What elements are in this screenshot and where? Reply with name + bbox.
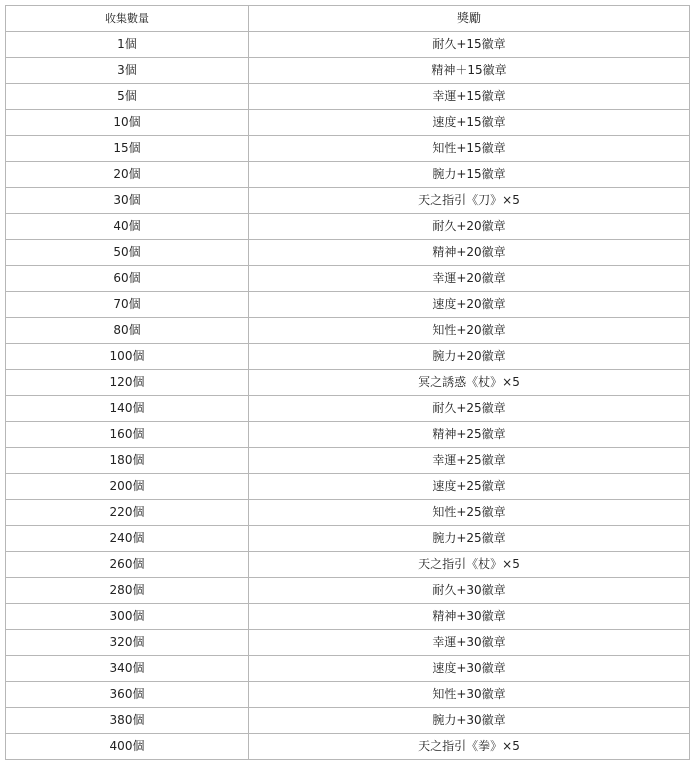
- collect-count-cell: 260個: [6, 552, 249, 578]
- reward-cell: 腕力+25徽章: [249, 526, 690, 552]
- header-collect-count: 收集數量: [6, 6, 249, 32]
- table-row: [6, 734, 690, 760]
- table-row: [6, 110, 690, 136]
- collect-count-cell: 100個: [6, 344, 249, 370]
- reward-cell: 知性+20徽章: [249, 318, 690, 344]
- collect-count-cell: 360個: [6, 682, 249, 708]
- reward-cell: 耐久+30徽章: [249, 578, 690, 604]
- collect-count-cell: 20個: [6, 162, 249, 188]
- reward-cell: 腕力+15徽章: [249, 162, 690, 188]
- collect-count-cell: 3個: [6, 58, 249, 84]
- collect-count-cell: 340個: [6, 656, 249, 682]
- table-header-row: [6, 6, 690, 32]
- table-row: [6, 448, 690, 474]
- reward-cell: 幸運+15徽章: [249, 84, 690, 110]
- reward-cell: 幸運+25徽章: [249, 448, 690, 474]
- table-row: [6, 474, 690, 500]
- collect-count-cell: 10個: [6, 110, 249, 136]
- table-row: [6, 370, 690, 396]
- collect-count-cell: 300個: [6, 604, 249, 630]
- table-row: [6, 578, 690, 604]
- table-row: [6, 604, 690, 630]
- collect-count-cell: 200個: [6, 474, 249, 500]
- collect-count-cell: 120個: [6, 370, 249, 396]
- table-row: [6, 708, 690, 734]
- reward-cell: 速度+20徽章: [249, 292, 690, 318]
- reward-cell: 冥之誘惑《杖》×5: [249, 370, 690, 396]
- table-row: [6, 162, 690, 188]
- collect-count-cell: 140個: [6, 396, 249, 422]
- collect-count-cell: 160個: [6, 422, 249, 448]
- collect-count-cell: 320個: [6, 630, 249, 656]
- reward-cell: 耐久+15徽章: [249, 32, 690, 58]
- collect-count-cell: 220個: [6, 500, 249, 526]
- table-row: [6, 84, 690, 110]
- collect-count-cell: 50個: [6, 240, 249, 266]
- reward-cell: 耐久+25徽章: [249, 396, 690, 422]
- collect-count-cell: 280個: [6, 578, 249, 604]
- table-row: [6, 344, 690, 370]
- reward-cell: 精神＋15徽章: [249, 58, 690, 84]
- table-row: [6, 136, 690, 162]
- collect-count-cell: 1個: [6, 32, 249, 58]
- reward-cell: 速度+25徽章: [249, 474, 690, 500]
- reward-cell: 天之指引《杖》×5: [249, 552, 690, 578]
- table-row: [6, 682, 690, 708]
- reward-table: [5, 5, 690, 760]
- collect-count-cell: 40個: [6, 214, 249, 240]
- table-row: [6, 396, 690, 422]
- reward-cell: 精神+25徽章: [249, 422, 690, 448]
- reward-cell: 精神+20徽章: [249, 240, 690, 266]
- reward-cell: 幸運+30徽章: [249, 630, 690, 656]
- table-body: [6, 32, 690, 760]
- reward-cell: 耐久+20徽章: [249, 214, 690, 240]
- table-row: [6, 266, 690, 292]
- collect-count-cell: 15個: [6, 136, 249, 162]
- collect-count-cell: 240個: [6, 526, 249, 552]
- table-row: [6, 656, 690, 682]
- reward-cell: 速度+30徽章: [249, 656, 690, 682]
- table-row: [6, 58, 690, 84]
- table-row: [6, 552, 690, 578]
- table-row: [6, 292, 690, 318]
- reward-table-container: [5, 5, 690, 760]
- reward-cell: 知性+25徽章: [249, 500, 690, 526]
- reward-cell: 腕力+30徽章: [249, 708, 690, 734]
- collect-count-cell: 400個: [6, 734, 249, 760]
- table-row: [6, 240, 690, 266]
- collect-count-cell: 30個: [6, 188, 249, 214]
- reward-cell: 天之指引《拳》×5: [249, 734, 690, 760]
- table-row: [6, 526, 690, 552]
- table-row: [6, 318, 690, 344]
- collect-count-cell: 5個: [6, 84, 249, 110]
- table-row: [6, 630, 690, 656]
- reward-cell: 精神+30徽章: [249, 604, 690, 630]
- collect-count-cell: 60個: [6, 266, 249, 292]
- table-row: [6, 422, 690, 448]
- header-reward: 獎勵: [249, 6, 690, 32]
- table-row: [6, 214, 690, 240]
- collect-count-cell: 180個: [6, 448, 249, 474]
- reward-cell: 知性+30徽章: [249, 682, 690, 708]
- reward-cell: 天之指引《刀》×5: [249, 188, 690, 214]
- reward-cell: 速度+15徽章: [249, 110, 690, 136]
- collect-count-cell: 70個: [6, 292, 249, 318]
- table-row: [6, 500, 690, 526]
- collect-count-cell: 80個: [6, 318, 249, 344]
- reward-cell: 幸運+20徽章: [249, 266, 690, 292]
- reward-cell: 腕力+20徽章: [249, 344, 690, 370]
- collect-count-cell: 380個: [6, 708, 249, 734]
- table-row: [6, 188, 690, 214]
- table-row: [6, 32, 690, 58]
- reward-cell: 知性+15徽章: [249, 136, 690, 162]
